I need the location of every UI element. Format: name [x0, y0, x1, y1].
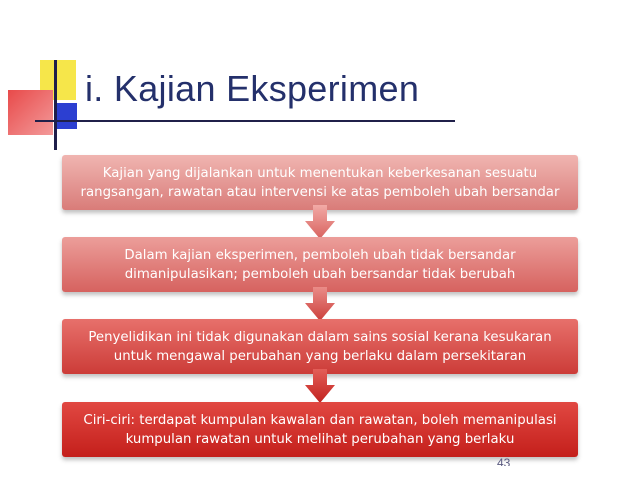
- down-arrow-icon: [305, 369, 335, 403]
- process-box-3-text: Penyelidikan ini tidak digunakan dalam sains sosial kerana kesukaran untuk mengawal perubahan yang berlaku dalam persekitaran: [88, 329, 552, 364]
- process-box-3: [62, 319, 578, 374]
- process-box-2: [62, 237, 578, 292]
- down-arrow-icon: [305, 287, 335, 321]
- logo-vertical-line: [54, 60, 57, 150]
- process-box-1-text: Kajian yang dijalankan untuk menentukan keberkesanan sesuatu rangsangan, rawatan atau intervensi ke atas pemboleh ubah bersandar: [80, 165, 560, 200]
- down-arrow-icon: [305, 205, 335, 239]
- logo-blue-square: [55, 103, 77, 129]
- process-box-4: [62, 402, 578, 457]
- process-box-4-text: Ciri-ciri: terdapat kumpulan kawalan dan rawatan, boleh memanipulasi kumpulan rawatan untuk melihat perubahan yang berlaku: [83, 412, 557, 447]
- logo-red-square: [8, 90, 53, 135]
- page-number: 43: [497, 456, 511, 466]
- slide-title: i. Kajian Eksperimen: [85, 68, 420, 109]
- process-box-1: [62, 155, 578, 210]
- process-box-2-text: Dalam kajian eksperimen, pemboleh ubah tidak bersandar dimanipulasikan; pemboleh ubah bersandar tidak berubah: [124, 247, 516, 282]
- title-underline: [35, 120, 455, 122]
